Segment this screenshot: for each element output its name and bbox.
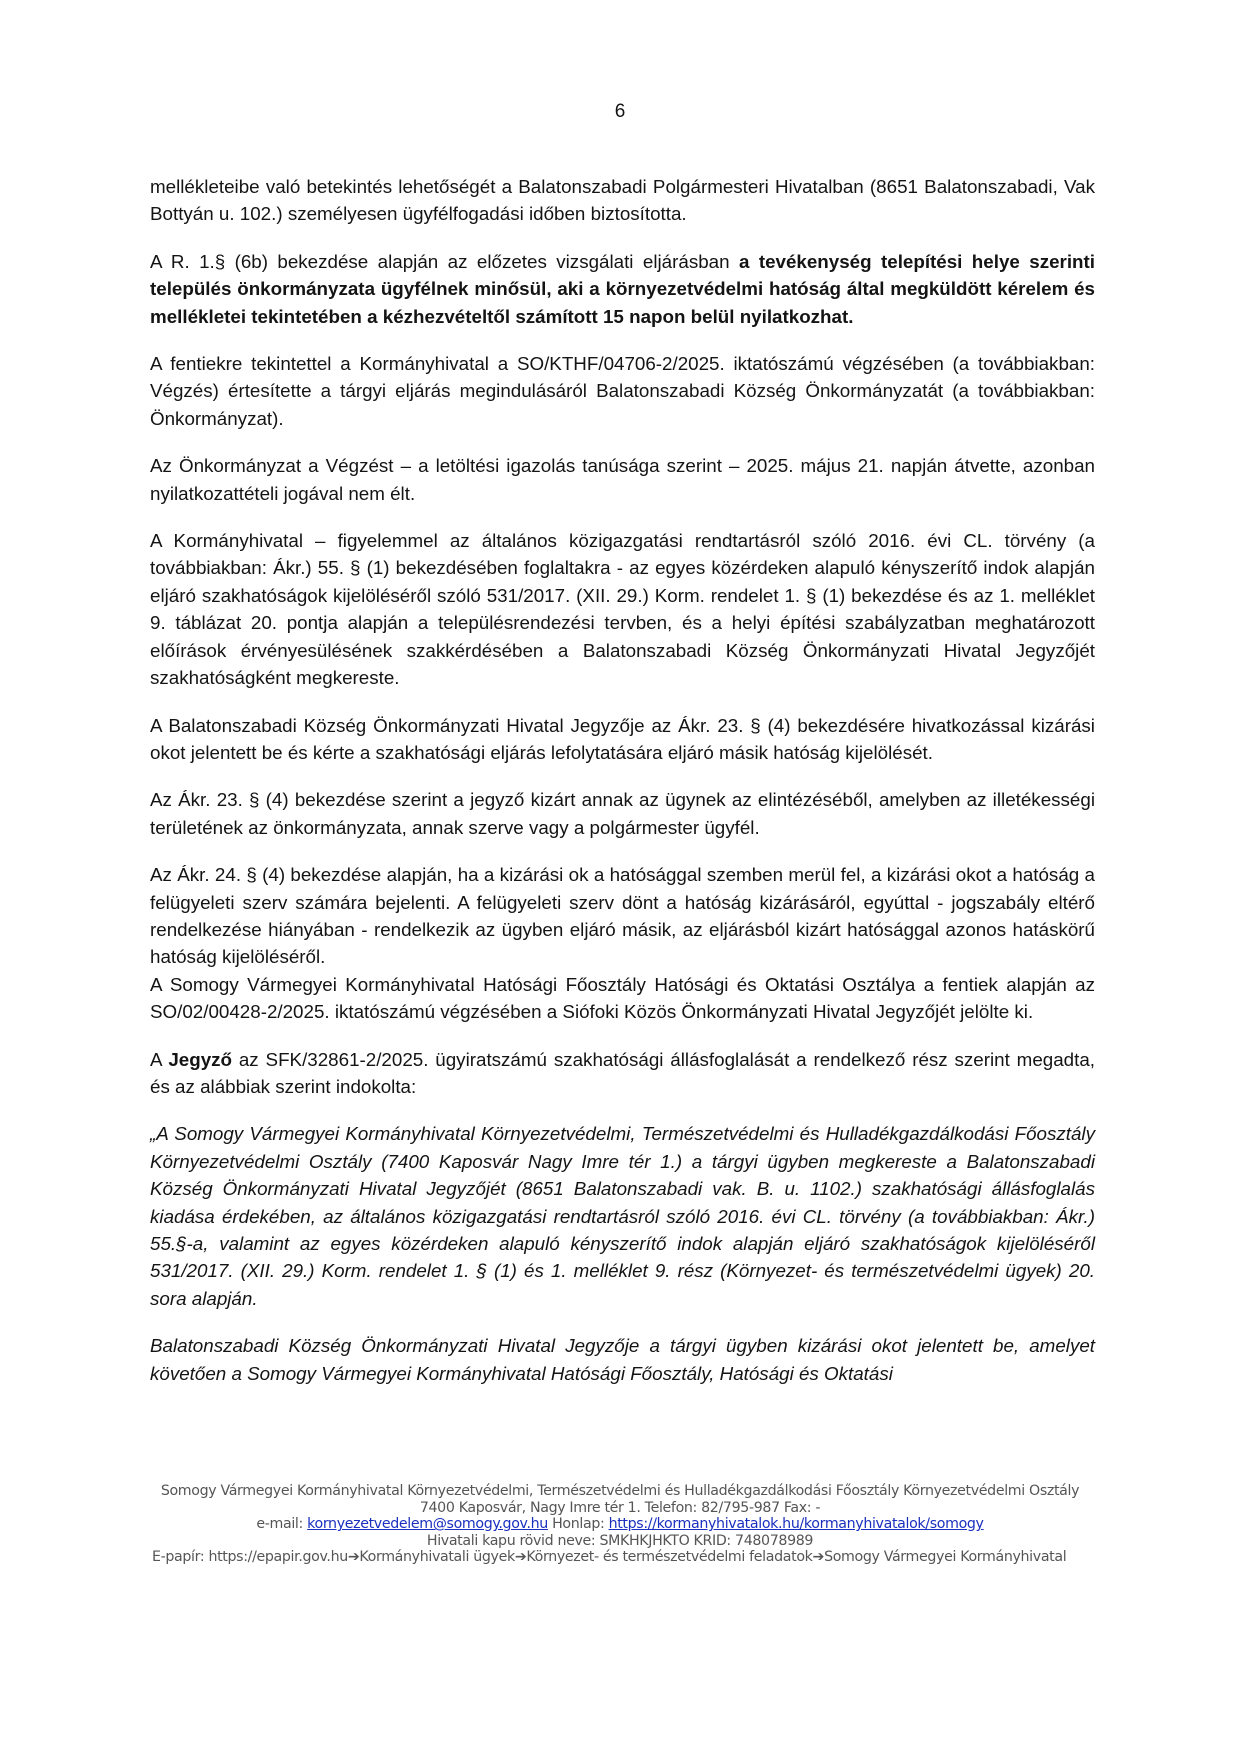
arrow-right-icon: ➔ (812, 1549, 825, 1566)
footer-office-name: Somogy Vármegyei Kormányhivatal Környezetvédelmi, Természetvédelmi és Hulladékgazdálkodási Főosztály Környezetvédelmi Osztály (160, 1483, 1080, 1499)
footer-email-link[interactable]: kornyezetvedelem@somogy.gov.hu (307, 1516, 548, 1533)
quote-paragraph-2: Balatonszabadi Község Önkormányzati Hivatal Jegyzője a tárgyi ügyben kizárási okot jelentett be, amelyet követően a Somogy Vármegyei Kormányhivatal Hatósági Főosztály, Hatósági és Oktatási (150, 1335, 1095, 1384)
paragraph-6: A Balatonszabadi Község Önkormányzati Hivatal Jegyzője az Ákr. 23. § (4) bekezdésére hivatkozással kizárási okot jelentett be és kérte a szakhatósági eljárás lefolytatására eljáró másik hatóság kijelölését. (150, 714, 1095, 763)
footer-address: 7400 Kaposvár, Nagy Imre tér 1. Telefon: 82/795-987 Fax: - (419, 1499, 821, 1516)
paragraph-2-bold: a tevékenység telepítési helye szerinti település önkormányzata ügyfélnek minősül, aki a környezetvédelmi hatóság által megküldött kérelem és mellékletei tekintetében a kézhezvételtől számított 15 napon belül nyilatkozhat. (150, 250, 1095, 327)
quote-paragraph-1: „A Somogy Vármegyei Kormányhivatal Környezetvédelmi, Természetvédelmi és Hulladékgazdálkodási Főosztály Környezetvédelmi Osztály (7400 Kaposvár Nagy Imre tér 1.) a tárgyi ügyben megkereste a Balatonszabadi Község Önkormányzati Hivatal Jegyzőjét (8651 Balatonszabadi vak. B. u. 1102.) szakhatósági állásfoglalás kiadása érdekében, az általános közigazgatási rendtartásról szóló 2016. évi CL. törvény (a továbbiakban: Ákr.) 55.§-a, valamint az egyes közérdeken alapuló kényszerítő indok alapján eljáró szakhatóságok kijelöléséről 531/2017. (XII. 29.) Korm. rendelet 1. § (1) és 1. melléklet 9. rész (Környezet- és természetvédelmi ügyek) 20. sora alapján. (150, 1123, 1095, 1309)
arrow-right-icon: ➔ (514, 1549, 527, 1566)
page-footer (130, 1483, 1110, 1566)
paragraph-8: Az Ákr. 24. § (4) bekezdése alapján, ha a kizárási ok a hatósággal szemben merül fel, a kizárási okot a hatóság a felügyeleti szerv számára bejelenti. A felügyeleti szerv dönt a hatóság kizárásáról, egyúttal - jogszabály eltérő rendelkezése hiányában - rendelkezik az ügyben eljáró másik, az eljárásból kizárt hatósággal azonos hatáskörű hatóság kijelöléséről. (150, 864, 1095, 968)
paragraph-9: A Somogy Vármegyei Kormányhivatal Hatósági Főosztály Hatósági és Oktatási Osztálya a fentiek alapján az SO/02/00428-2/2025. iktatószámú végzésében a Siófoki Közös Önkormányzati Hivatal Jegyzőjét jelölte ki. (150, 973, 1095, 1023)
footer-contact: e-mail: kornyezetvedelem@somogy.gov.hu Honlap: https://kormanyhivatalok.hu/kormanyhivatalok/somogy (256, 1516, 984, 1533)
footer-epapir-path: E-papír: https://epapir.gov.hu➔Kormányhivatali ügyek➔Környezet- és természetvédelmi feladatok➔Somogy Vármegyei Kormányhivatal (152, 1549, 1067, 1566)
jegyzo-bold: Jegyző (168, 1048, 233, 1070)
document-body (150, 173, 1095, 1407)
footer-website-link[interactable]: https://kormanyhivatalok.hu/kormanyhivatalok/somogy (608, 1516, 984, 1533)
paragraph-3: A fentiekre tekintettel a Kormányhivatal a SO/KTHF/04706-2/2025. iktatószámú végzésében (a továbbiakban: Végzés) értesítette a tárgyi eljárás megindulásáról Balatonszabadi Község Önkormányzatát (a továbbiakban: Önkormányzat). (150, 353, 1095, 429)
paragraph-1: mellékleteibe való betekintés lehetőségét a Balatonszabadi Polgármesteri Hivatalban (8651 Balatonszabadi, Vak Bottyán u. 102.) személyesen ügyfélfogadási időben biztosította. (150, 176, 1095, 225)
paragraph-7: Az Ákr. 23. § (4) bekezdése szerint a jegyző kizárt annak az ügynek az elintézéséből, amelyben az illetékességi területének az önkormányzata, annak szerve vagy a polgármester ügyfél. (150, 789, 1095, 838)
page-number: 6 (614, 101, 626, 122)
paragraph-5: A Kormányhivatal – figyelemmel az általános közigazgatási rendtartásról szóló 2016. évi CL. törvény (a továbbiakban: Ákr.) 55. § (1) bekezdésében foglaltakra - az egyes közérdeken alapuló kényszerítő indok alapján eljáró szakhatóságok kijelöléséről szóló 531/2017. (XII. 29.) Korm. rendelet 1. § (1) bekezdése és az 1. melléklet 9. táblázat 20. pontja alapján a településrendezési tervben, és a helyi építési szabályzatban meghatározott előírások érvényesülésének szakkérdésében a Balatonszabadi Község Önkormányzati Hivatal Jegyzőjét szakhatóságként megkereste. (150, 530, 1095, 689)
paragraph-2: A R. 1.§ (6b) bekezdése alapján az előzetes vizsgálati eljárásban a tevékenység telepítési helye szerinti település önkormányzata ügyfélnek minősül, aki a környezetvédelmi hatóság által megküldött kérelem és mellékletei tekintetében a kézhezvételtől számított 15 napon belül nyilatkozhat. (150, 250, 1095, 327)
footer-hivatali-kapu: Hivatali kapu rövid neve: SMKHKJHKTO KRID: 748078989 (426, 1532, 814, 1549)
arrow-right-icon: ➔ (347, 1549, 360, 1566)
paragraph-10: A Jegyző az SFK/32861-2/2025. ügyiratszámú szakhatósági állásfoglalását a rendelkező rész szerint megadta, és az alábbiak szerint indokolta: (150, 1048, 1095, 1097)
paragraph-4: Az Önkormányzat a Végzést – a letöltési igazolás tanúsága szerint – 2025. május 21. napján átvette, azonban nyilatkozattételi jogával nem élt. (150, 455, 1095, 504)
